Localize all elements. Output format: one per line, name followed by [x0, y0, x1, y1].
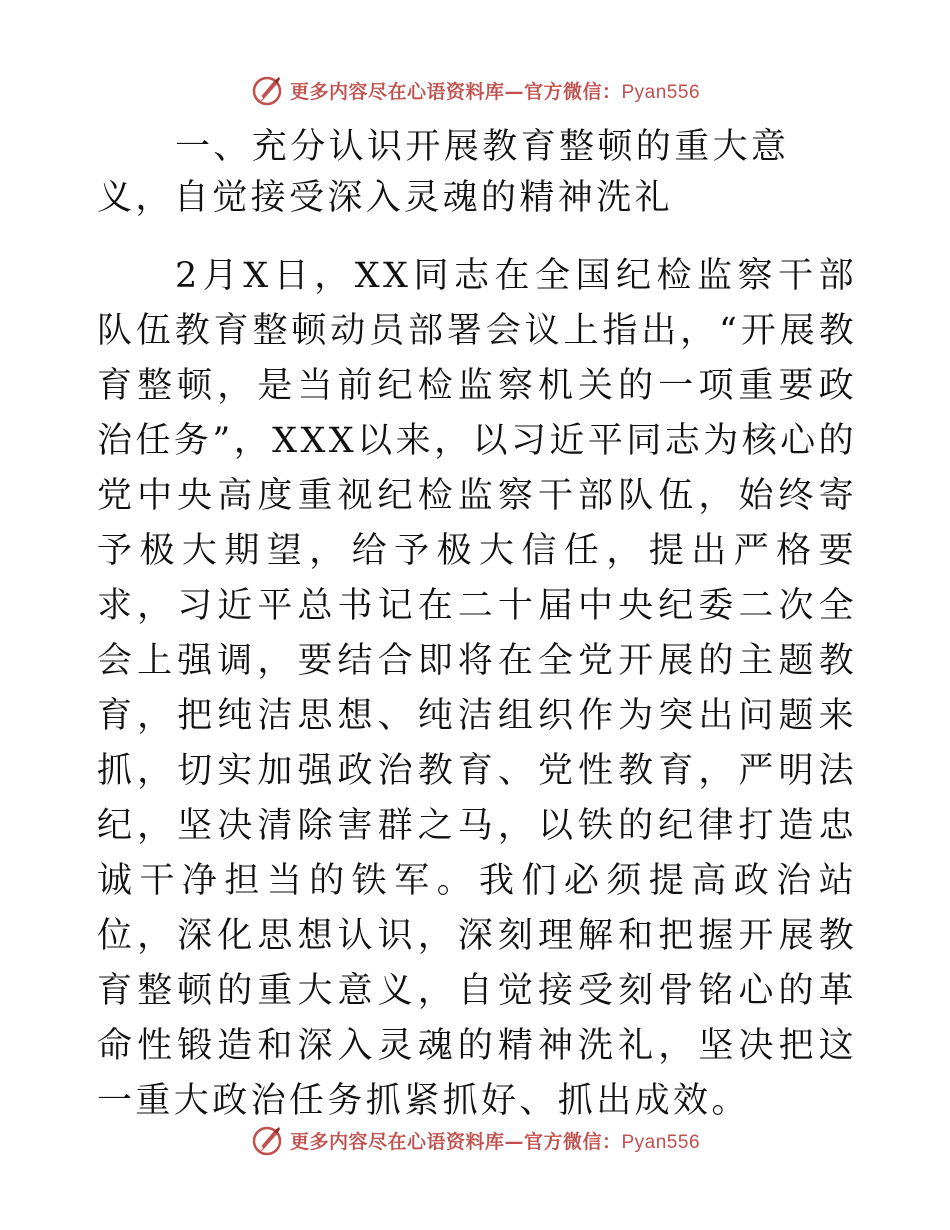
watermark-handle: Pyan556: [621, 1131, 701, 1153]
header-watermark-banner: [0, 70, 950, 110]
watermark-label: 更多内容尽在心语资料库—官方微信：: [289, 1130, 622, 1153]
section-heading: 一、充分认识开展教育整顿的重大意义，自觉接受深入灵魂的精神洗礼: [97, 127, 790, 218]
footer-watermark-banner: [0, 1120, 950, 1160]
watermark-label: 更多内容尽在心语资料库—官方微信：: [289, 80, 622, 103]
document-body: [97, 122, 857, 1129]
header-watermark-text: [290, 77, 700, 104]
quill-pen-logo-icon: [250, 73, 284, 107]
body-paragraph: 2月X日，XX同志在全国纪检监察干部队伍教育整顿动员部署会议上指出，“开展教育整顿，是当前纪检监察机关的一项重要政治任务”，XXX以来，以习近平同志为核心的党中央高度重视纪检监察干部队伍，始终寄予极大期望，给予极大信任，提出严格要求，习近平总书记在二十届中央纪委二次全会上强调，要结合即将在全党开展的主题教育，把纯洁思想、纯洁组织作为突出问题来抓，切实加强政治教育、党性教育，严明法纪，坚决清除害群之马，以铁的纪律打造忠诚干净担当的铁军。我们必须提高政治站位，深化思想认识，深刻理解和把握开展教育整顿的重大意义，自觉接受刻骨铭心的革命性锻造和深入灵魂的精神洗礼，坚决把这一重大政治任务抓紧抓好、抓出成效。: [97, 256, 857, 1121]
watermark-handle: Pyan556: [621, 81, 701, 103]
footer-watermark-text: [290, 1127, 700, 1154]
quill-pen-logo-icon: [250, 1123, 284, 1157]
